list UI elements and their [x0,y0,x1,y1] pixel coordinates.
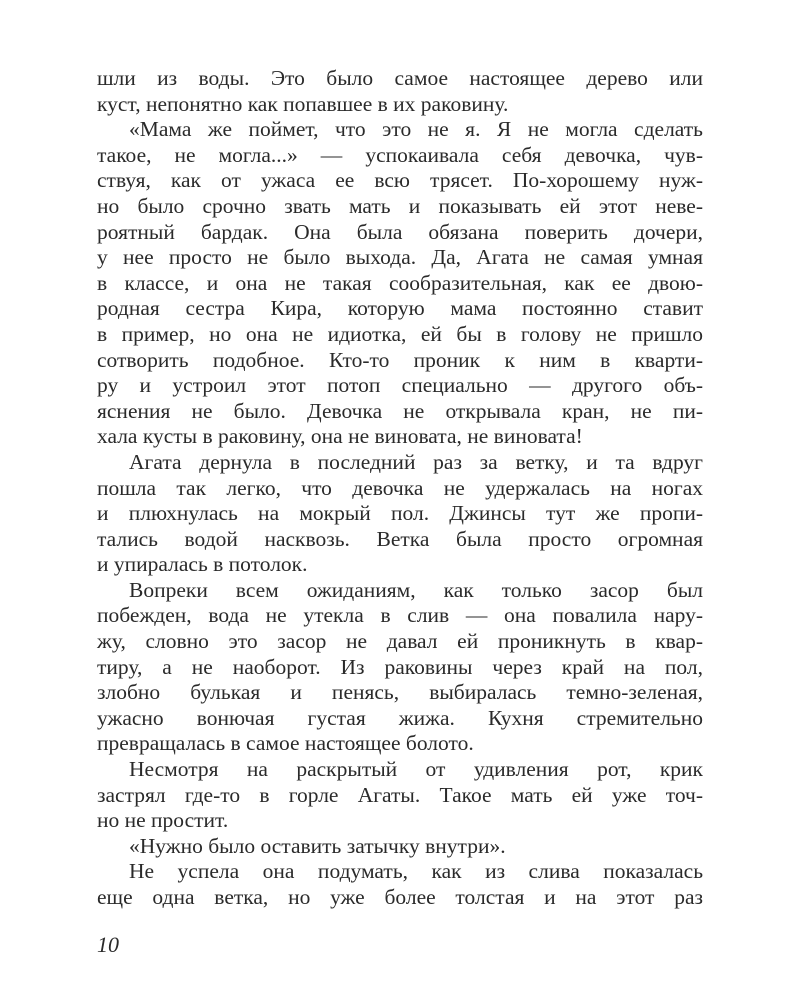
text-line: тиру, а не наоборот. Из раковины через край на пол, [97,654,703,679]
text-line: Агата дернула в последний раз за ветку, и та вдруг [129,449,703,474]
text-line: превращалась в самое настоящее болото. [97,731,474,756]
text-line: сотворить подобное. Кто-то проник к ним в кварти- [97,347,703,372]
text-line: родная сестра Кира, которую мама постоянно ставит [97,296,703,321]
text-line: роятный бардак. Она была обязана поверить дочери, [97,219,703,244]
text-line: в пример, но она не идиотка, ей бы в голову не пришло [97,321,703,346]
text-line: хала кусты в раковину, она не виновата, не виновата! [97,424,583,449]
text-line: и упиралась в потолок. [97,552,308,577]
text-line: такое, не могла...» — успокаивала себя девочка, чув- [97,142,703,167]
text-line: ствуя, как от ужаса ее всю трясет. По-хорошему нуж- [97,168,703,193]
text-line: Вопреки всем ожиданиям, как только засор был [129,577,703,602]
body-text [97,66,703,911]
page-number: 10 [97,932,119,957]
text-line: пошла так легко, что девочка не удержалась на ногах [97,475,703,500]
text-line: яснения не было. Девочка не открывала кран, не пи- [97,398,703,423]
text-line: застрял где-то в горле Агаты. Такое мать ей уже точ- [97,782,703,807]
text-line: Не успела она подумать, как из слива показалась [129,859,703,884]
text-line: ру и устроил этот потоп специально — другого объ- [97,373,703,398]
text-line: куст, непонятно как попавшее в их раковину. [97,91,509,116]
text-line: но было срочно звать мать и показывать ей этот неве- [97,193,703,218]
text-line: шли из воды. Это было самое настоящее дерево или [97,66,703,90]
text-line: злобно булькая и пенясь, выбиралась темно-зеленая, [97,680,703,705]
text-line: Несмотря на раскрытый от удивления рот, крик [129,757,703,782]
text-line: «Мама же поймет, что это не я. Я не могла сделать [129,117,703,142]
text-line: у нее просто не было выхода. Да, Агата не самая умная [97,245,703,270]
text-line: и плюхнулась на мокрый пол. Джинсы тут же пропи- [97,501,703,526]
text-line: но не простит. [97,808,229,833]
text-line: тались водой насквозь. Ветка была просто огромная [97,526,703,551]
text-line: ужасно вонючая густая жижа. Кухня стремительно [97,705,703,730]
text-line: жу, словно это засор не давал ей проникнуть в квар- [97,629,703,654]
text-line: «Нужно было оставить затычку внутри». [129,833,506,858]
text-line: в классе, и она не такая сообразительная, как ее двою- [97,270,703,295]
text-line: побежден, вода не утекла в слив — она повалила нару- [97,603,703,628]
text-line: еще одна ветка, но уже более толстая и на этот раз [97,885,703,909]
